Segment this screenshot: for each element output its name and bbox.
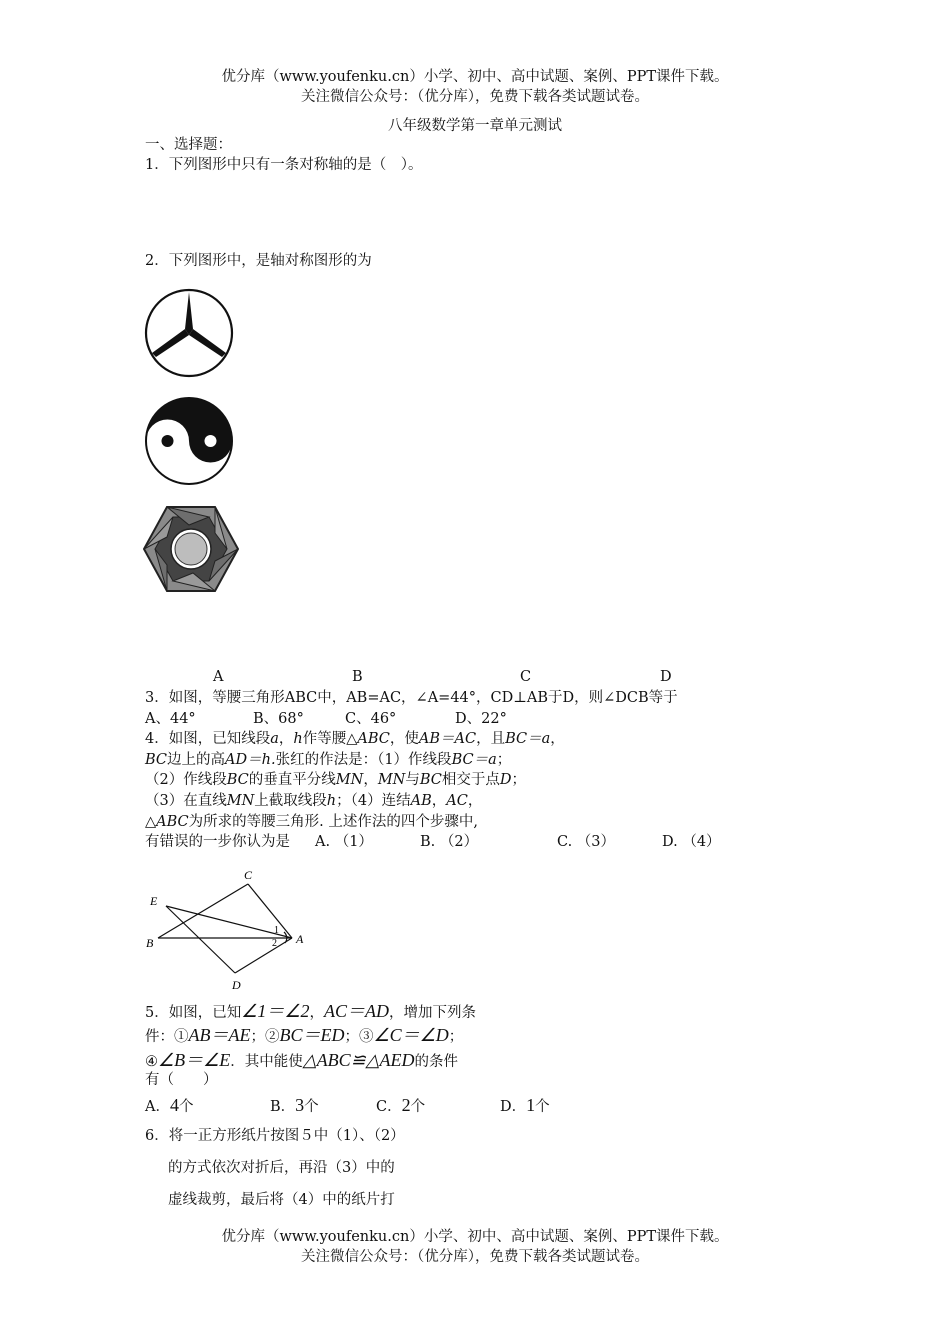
q5-option-unit: 个 — [304, 1099, 319, 1115]
question-4-line-6: 有错误的一步你认为是 — [145, 834, 290, 850]
q5-option-letter: C． — [376, 1099, 402, 1115]
q5-text: ，增加下列条 — [389, 1005, 477, 1021]
question-4-line-3 — [145, 771, 526, 789]
q3-option-b: B、68° — [253, 711, 304, 727]
q4-text: 边上的高 — [167, 752, 226, 768]
q4-text: ， — [431, 793, 447, 809]
q5-option-letter: B． — [270, 1099, 296, 1115]
question-3: 3．如图，等腰三角形ABC中，AB=AC，∠A=44°，CD⊥AB于D，则∠DCB等于 — [145, 690, 678, 706]
question-2: 2．下列图形中，是轴对称图形的为 — [145, 253, 372, 269]
page-title: 八年级数学第一章单元测试 — [388, 118, 562, 134]
label-b: B — [146, 936, 154, 950]
q4-var: AB＝AC — [418, 731, 477, 747]
q4-text: （2）作线段 — [145, 772, 227, 788]
q5-option-letter: D． — [500, 1099, 527, 1115]
q4-text: 相交于点 — [441, 772, 500, 788]
q4-var: MN — [377, 772, 406, 788]
q4-option-c: C. （3） — [557, 834, 616, 850]
q4-text: ， — [363, 772, 378, 788]
q4-var: ABC — [357, 731, 390, 747]
q4-text: ； — [496, 752, 512, 768]
q4-var: BC＝a — [505, 731, 551, 747]
q4-text: ；（4）连结 — [336, 793, 411, 809]
header-line-2: 关注微信公众号：（优分库），免费下载各类试题试卷。 — [301, 89, 649, 105]
q5-option-unit: 个 — [178, 1099, 194, 1115]
q5-option-b — [270, 1094, 319, 1118]
q4-text: ， — [550, 731, 565, 747]
q5-text: ；② — [250, 1029, 280, 1045]
q5-math: BC＝ED — [279, 1025, 345, 1045]
label-angle-2: 2 — [272, 938, 277, 949]
q4-option-d: D. （4） — [662, 834, 721, 850]
question-5-line-2 — [145, 1024, 463, 1048]
q4-option-b: B. （2） — [420, 834, 479, 850]
q5-option-value: 2 — [401, 1095, 411, 1115]
q5-text: ； — [448, 1029, 464, 1045]
question-1: 1．下列图形中只有一条对称轴的是（ ）。 — [145, 157, 423, 173]
label-e: E — [150, 894, 158, 908]
q5-math: ∠1＝∠2 — [241, 1001, 310, 1021]
question-4-line-1 — [145, 730, 565, 748]
q4-var: ABC — [156, 814, 189, 830]
q4-var: h — [293, 731, 303, 747]
q3-option-c: C、46° — [345, 711, 397, 727]
question-6-line-2: 的方式依次对折后，再沿（3）中的 — [168, 1160, 395, 1176]
header-line-1: 优分库（www.youfenku.cn）小学、初中、高中试题、案例、PPT课件下载。 — [221, 69, 729, 85]
q3-option-d: D、22° — [455, 711, 507, 727]
option-label-d: D — [660, 669, 672, 685]
figure-a-three-point-star — [143, 287, 235, 379]
q5-option-letter: A． — [145, 1099, 170, 1115]
question-4-line-5 — [145, 813, 478, 831]
q5-option-unit: 个 — [535, 1099, 550, 1115]
question-5-line-1 — [145, 1000, 476, 1024]
q5-math: AB＝AE — [188, 1025, 251, 1045]
q4-text: 张红的作法是：（1）作线段 — [275, 752, 452, 768]
option-label-b: B — [352, 669, 363, 685]
q5-option-unit: 个 — [410, 1099, 426, 1115]
q4-text: 4．如图，已知线段 — [145, 731, 271, 747]
q4-text: 为所求的等腰三角形. 上述作法的四个步骤中, — [188, 814, 478, 830]
q4-text: ， — [467, 793, 483, 809]
section-heading: 一、选择题： — [145, 137, 232, 153]
q5-text: 的条件 — [414, 1054, 459, 1070]
label-angle-1: 1 — [274, 925, 279, 936]
q4-var: a — [270, 731, 279, 747]
q5-text: ．其中能使 — [230, 1054, 303, 1070]
question-6-line-3: 虚线裁剪，最后将（4）中的纸片打 — [168, 1192, 395, 1208]
q5-math: AC＝AD — [324, 1001, 390, 1021]
q4-text: △ — [145, 814, 157, 830]
question-4-line-4 — [145, 792, 482, 810]
label-c: C — [244, 868, 253, 882]
q5-math: ∠C＝∠D — [373, 1025, 449, 1045]
q4-option-a: A. （1） — [315, 834, 373, 850]
q4-var: D — [499, 772, 512, 788]
q3-option-a: A、44° — [145, 711, 196, 727]
q5-option-value: 1 — [526, 1095, 536, 1115]
figure-b-yin-yang — [143, 395, 235, 487]
q4-text: 的垂直平分线 — [248, 772, 336, 788]
q4-var: AB — [410, 793, 432, 809]
question-5-line-4: 有（ ） — [145, 1072, 218, 1088]
q5-text: ④ — [145, 1054, 158, 1070]
label-a: A — [296, 932, 304, 946]
q5-text: ， — [309, 1005, 325, 1021]
question-4-line-2 — [145, 751, 511, 769]
q4-var: MN — [226, 793, 255, 809]
figure-c-hexagon-aperture — [143, 505, 239, 593]
question-6-line-1: 6．将一正方形纸片按图５中（1）、（2） — [145, 1128, 405, 1144]
q5-math: ∠B＝∠E — [158, 1050, 231, 1070]
q5-text: ；③ — [344, 1029, 374, 1045]
q4-text: ，且 — [476, 731, 506, 747]
q4-text: 与 — [405, 772, 420, 788]
q5-geometry-figure — [140, 865, 315, 995]
q4-text: 上截取线段 — [254, 793, 327, 809]
q4-var: BC — [145, 752, 168, 768]
q4-var: AD＝h. — [225, 752, 276, 768]
q4-var: BC＝a — [451, 752, 497, 768]
q4-var: AC — [446, 793, 468, 809]
q5-option-c — [376, 1094, 425, 1118]
q4-text: ； — [511, 772, 527, 788]
q4-var: BC — [226, 772, 249, 788]
option-label-c: C — [520, 669, 532, 685]
q4-text: 作等腰△ — [302, 731, 358, 747]
q5-math: △ABC≌△AED — [302, 1050, 415, 1070]
q4-text: ， — [278, 731, 294, 747]
question-5-line-3 — [145, 1049, 458, 1073]
q4-var: h — [326, 793, 337, 809]
q4-var: MN — [335, 772, 364, 788]
footer-line-2: 关注微信公众号：（优分库），免费下载各类试题试卷。 — [301, 1249, 649, 1265]
q5-option-a — [145, 1094, 193, 1118]
label-d: D — [232, 978, 241, 992]
q4-var: BC — [419, 772, 442, 788]
q5-option-d — [500, 1094, 550, 1118]
q5-option-value: 3 — [295, 1095, 305, 1115]
q4-text: ，使 — [389, 731, 419, 747]
footer-line-1: 优分库（www.youfenku.cn）小学、初中、高中试题、案例、PPT课件下载。 — [221, 1229, 729, 1245]
q5-option-value: 4 — [169, 1095, 179, 1115]
option-label-a: A — [213, 669, 224, 685]
q4-text: （3）在直线 — [145, 793, 227, 809]
q5-text: 件：① — [145, 1029, 189, 1045]
q5-text: 5．如图，已知 — [145, 1005, 242, 1021]
